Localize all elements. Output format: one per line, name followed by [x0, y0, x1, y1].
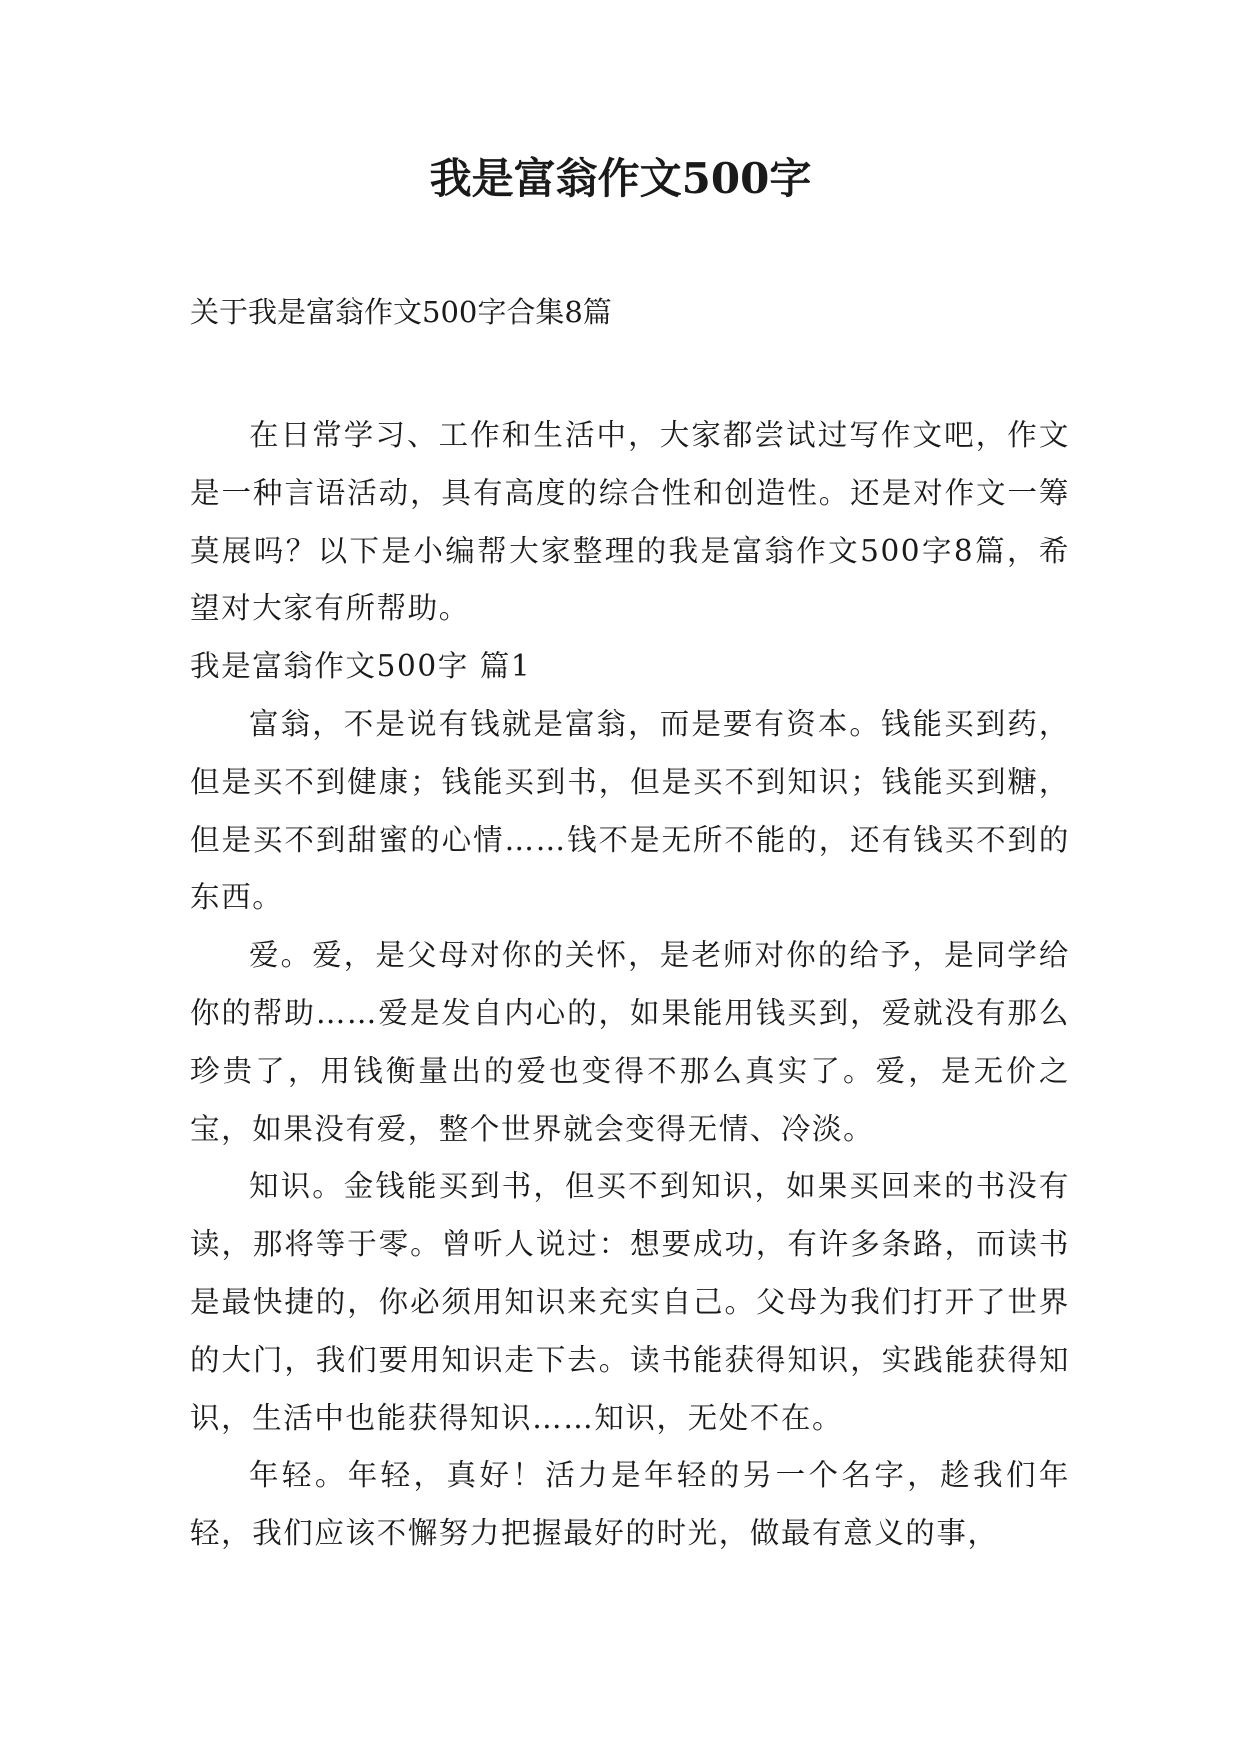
intro-paragraph: 在日常学习、工作和生活中，大家都尝试过写作文吧，作文是一种言语活动，具有高度的综合性和创造性。还是对作文一筹莫展吗？以下是小编帮大家整理的我是富翁作文500字8篇，希望对大家有所帮助。	[190, 418, 1070, 626]
body-paragraph: 年轻。年轻，真好！活力是年轻的另一个名字，趁我们年轻，我们应该不懈努力把握最好的时光，做最有意义的事，	[190, 1458, 1070, 1551]
body-paragraph: 知识。金钱能买到书，但买不到知识，如果买回来的书没有读，那将等于零。曾听人说过：想要成功，有许多条路，而读书是最快捷的，你必须用知识来充实自己。父母为我们打开了世界的大门，我们要用知识走下去。读书能获得知识，实践能获得知识，生活中也能获得知识……知识，无处不在。	[190, 1169, 1070, 1435]
document-body	[190, 407, 1070, 1563]
document-subtitle: 关于我是富翁作文500字合集8篇	[190, 295, 612, 329]
document-title: 我是富翁作文500字	[429, 154, 812, 203]
body-paragraph: 富翁，不是说有钱就是富翁，而是要有资本。钱能买到药，但是买不到健康；钱能买到书，但是买不到知识；钱能买到糖，但是买不到甜蜜的心情……钱不是无所不能的，还有钱买不到的东西。	[190, 706, 1070, 915]
body-paragraph: 爱。爱，是父母对你的关怀，是老师对你的给予，是同学给你的帮助……爱是发自内心的，如果能用钱买到，爱就没有那么珍贵了，用钱衡量出的爱也变得不那么真实了。爱，是无价之宝，如果没有爱，整个世界就会变得无情、冷淡。	[190, 938, 1070, 1146]
section-heading: 我是富翁作文500字 篇1	[190, 649, 532, 684]
